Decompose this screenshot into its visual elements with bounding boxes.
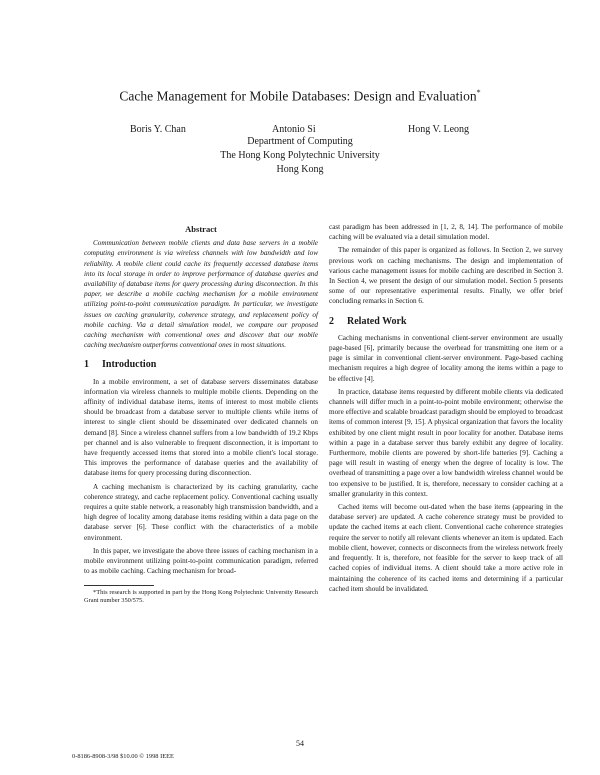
author-name: Boris Y. Chan <box>130 124 186 135</box>
copyright-line: 0-8186-8908-3/98 $10.00 © 1998 IEEE <box>72 753 174 760</box>
section-heading-related-work <box>329 317 563 327</box>
left-column <box>84 224 318 605</box>
paper-title-text: Cache Management for Mobile Databases: Design and Evaluation <box>119 88 477 104</box>
paragraph: Caching mechanisms in conventional client-server environment are usually page-based [6], primarily because the overhead for transmitting one item or a page is similar in conventional client-server environment. Page-based caching mechanism requires a high degree of locality among the items within a page to be effective [4]. <box>329 333 563 383</box>
paragraph: A caching mechanism is characterized by its caching granularity, cache coherence strategy, and cache replacement policy. Conventional caching usually requires a quite stable network, a reasonably high transmission bandwidth, and a high degree of locality among database items residing within a data page on the database server [6]. These conflict with the characteristics of a mobile environment. <box>84 482 318 542</box>
footnote: *This research is supported in part by the Hong Kong Polytechnic University Research Grant number 350/575. <box>84 588 318 604</box>
affiliation-department: Department of Computing <box>247 136 353 147</box>
affiliation-university: The Hong Kong Polytechnic University <box>220 150 380 161</box>
right-column <box>329 222 563 594</box>
section-heading-introduction <box>84 360 318 370</box>
page-number: 54 <box>296 739 304 748</box>
abstract-text: Communication between mobile clients and data base servers in a mobile computing environment is via wireless channels with low bandwidth and low reliability. A mobile client could cache its frequently accessed database items into its local storage in order to improve performance of database queries and availability of database items for query processing during disconnection. In this paper, we describe a mobile caching mechanism for a mobile environment utilizing point-to-point communication paradigm. In particular, we investigate issues on caching granularity, coherence strategy, and replacement policy of mobile caching. Via a detail simulation model, we compare our proposed caching mechanism with conventional ones and discover that our mobile caching mechanism outperforms conventional ones in most situations. <box>84 239 318 350</box>
paragraph: In this paper, we investigate the above three issues of caching mechanism in a mobile environment utilizing point-to-point communication paradigm, referred to as mobile caching. Caching mechanism for broad- <box>84 546 318 576</box>
author-name: Hong V. Leong <box>408 124 470 135</box>
paragraph: In a mobile environment, a set of database servers disseminates database information via wireless channels to multiple mobile clients. Depending on the affinity of individual database items, items of interest to most mobile clients should be broadcast from a database server to multiple clients while items of interest to single client should be disseminated over dedicated channels on demand [8]. Since a wireless channel suffers from a low bandwidth of 19.2 Kbps per channel and is also vulnerable to frequent disconnection, it is important to have frequently accessed items that stored into a mobile client's local storage. This improves the performance of database queries and the availability of database items for query processing during disconnection. <box>84 377 318 478</box>
section-number: 1 <box>84 359 89 371</box>
title-footnote-mark: * <box>476 88 481 97</box>
affiliation-location: Hong Kong <box>276 164 324 175</box>
author-name: Antonio Si <box>272 124 316 135</box>
paper-title <box>0 88 600 105</box>
paragraph: In practice, database items requested by different mobile clients via dedicated channels will differ much in a point-to-point mobile environment; otherwise the more effective and scalable broadcast paradigm should be employed to broadcast items of common interest [9, 15]. A physical organization that favors the locality exhibited by one client might result in poor locality for another. Database items within a page in a database server thus barely exhibit any degree of locality. Furthermore, mobile clients are powered by short-life batteries [9]. Caching a page will result in wasting of energy when the degree of locality is low. The overhead of transmitting a page over a low bandwidth wireless channel would be too expensive to be justified. It is, therefore, necessary to consider caching at a smaller granularity in this context. <box>329 387 563 498</box>
section-title: Introduction <box>102 359 157 371</box>
abstract-heading: Abstract <box>185 224 217 234</box>
footnote-divider <box>84 585 154 586</box>
paragraph: cast paradigm has been addressed in [1, 2, 8, 14]. The performance of mobile caching will be evaluated via a detail simulation model. <box>329 223 563 242</box>
affiliation <box>0 135 600 177</box>
section-title: Related Work <box>347 315 407 327</box>
section-number: 2 <box>329 315 334 327</box>
paragraph: The remainder of this paper is organized as follows. In Section 2, we survey previous work on caching mechanisms. The design and implementation of various cache management issues for mobile caching are described in Section 3. In Section 4, we present the design of our simulation model. Section 5 presents some of our representative experimental results. Finally, we offer brief concluding remarks in Section 6. <box>329 246 563 306</box>
paragraph: Cached items will become out-dated when the base items (appearing in the database server) are updated. A cache coherence strategy must be provided to update the cached items at each client. Conventional cache coherence strategies require the server to notify all relevant clients whenever an item is updated. Each mobile client, however, connects or disconnects from the wireless network freely and frequently. It is, therefore, not feasible for the server to keep track of all cached copies of individual items. A client should take a more active role in maintaining the coherence of its cached items and determining if a particular cached item should be invalidated. <box>329 503 563 593</box>
